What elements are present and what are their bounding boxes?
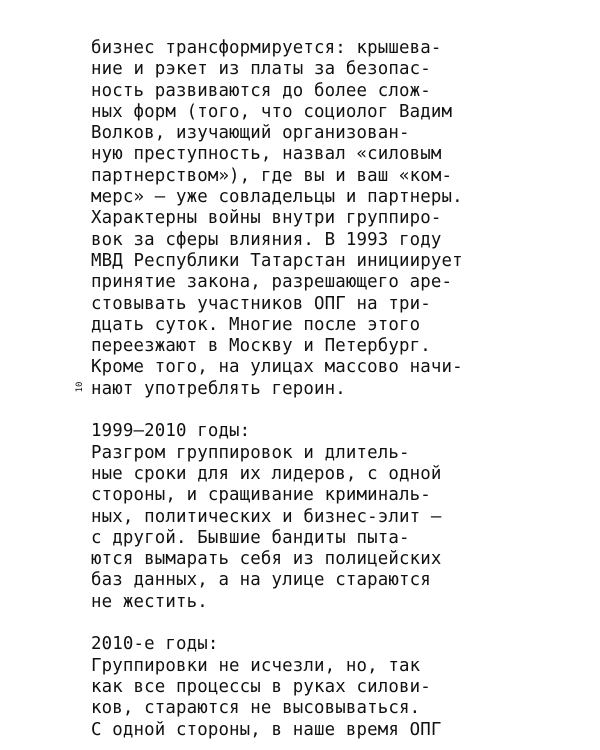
text-line: вок за сферы влияния. В 1993 году [91, 229, 442, 250]
section-heading: 2010-е годы: [91, 634, 219, 655]
text-line: бизнес трансформируется: крышева- [91, 38, 442, 58]
paragraph-1 [91, 38, 571, 400]
text-line: стовывать участников ОПГ на три- [91, 293, 431, 314]
text-line: партнерством»), где вы и ваш «ком- [91, 165, 453, 186]
text-line: ние и рэкет из платы за безопас- [91, 59, 431, 80]
text-line: как все процессы в руках силови- [91, 676, 431, 697]
text-line: Кроме того, на улицах массово начи- [91, 357, 463, 378]
text-line: ются вымарать себя из полицейских [91, 549, 442, 570]
text-line: ные сроки для их лидеров, с одной [91, 463, 442, 484]
paragraph-2 [91, 421, 571, 613]
text-line: ных форм (того, что социолог Вадим [91, 101, 453, 122]
text-line: не жестить. [91, 591, 208, 612]
page-number: 10 [75, 381, 85, 393]
text-line: баз данных, а на улице стараются [91, 570, 431, 591]
text-line: с другой. Бывшие бандиты пыта- [91, 527, 410, 548]
text-line: МВД Республики Татарстан инициирует [91, 250, 463, 271]
body-text [91, 38, 571, 741]
text-line: переезжают в Москву и Петербург. [91, 336, 431, 357]
text-line: ных, политических и бизнес-элит — [91, 506, 442, 527]
text-line: мерс» — уже совладельцы и партнеры. [91, 187, 463, 208]
text-line: ков, стараются не высовываться. [91, 698, 421, 719]
text-line: принятие закона, разрешающего аре- [91, 272, 453, 293]
text-line: Характерны войны внутри группиро- [91, 208, 442, 229]
text-line: Волков, изучающий организован- [91, 123, 410, 144]
text-line: Разгром группировок и длитель- [91, 442, 410, 463]
text-line: нают употреблять героин. [91, 378, 346, 399]
section-heading: 1999–2010 годы: [91, 421, 251, 442]
paragraph-spacer [91, 400, 571, 421]
paragraph-3 [91, 634, 571, 740]
text-line: С одной стороны, в наше время ОПГ [91, 719, 442, 740]
text-line: ность развиваются до более слож- [91, 80, 431, 101]
text-line: стороны, и сращивание криминаль- [91, 485, 431, 506]
text-line: ную преступность, назвал «силовым [91, 144, 442, 165]
paragraph-spacer [91, 613, 571, 634]
text-line: Группировки не исчезли, но, так [91, 655, 421, 676]
text-line: дцать суток. Многие после этого [91, 314, 421, 335]
